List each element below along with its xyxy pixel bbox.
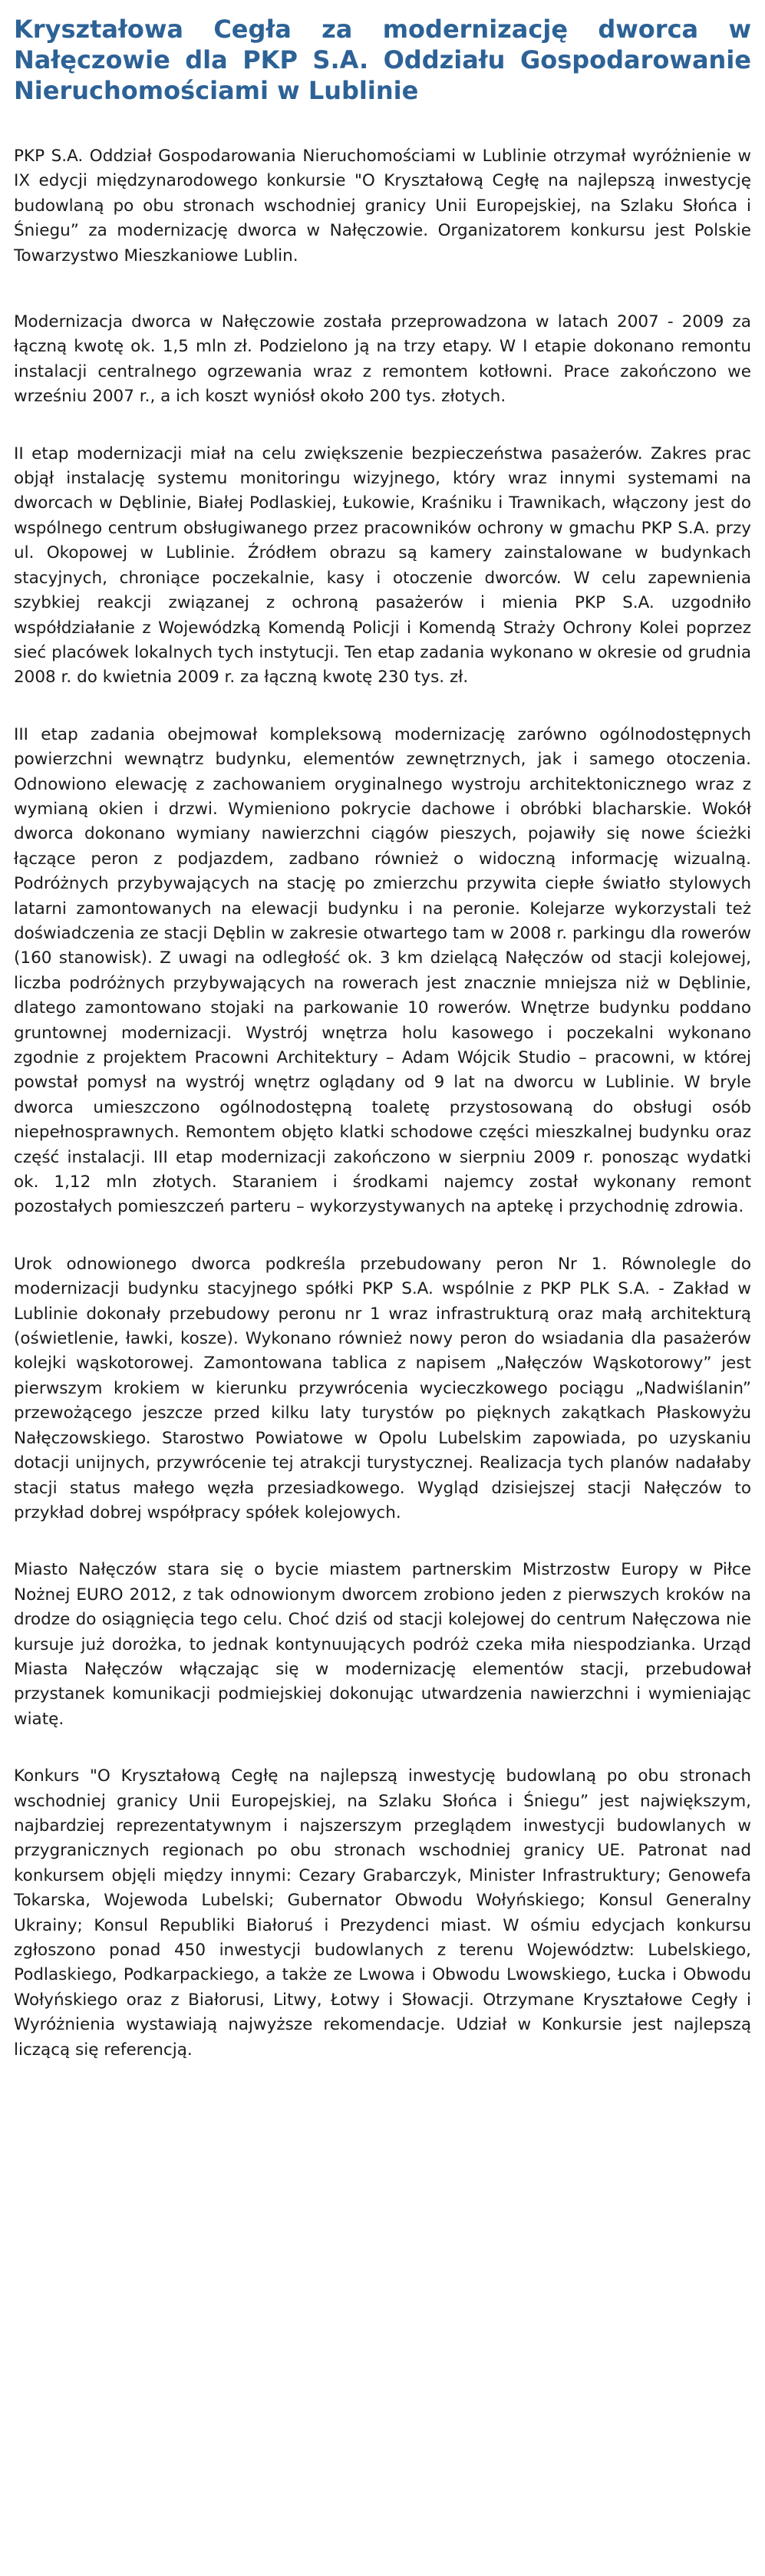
paragraph-stage-two: II etap modernizacji miał na celu zwiększenie bezpieczeństwa pasażerów. Zakres prac objął instalację systemu monitoringu wizyjnego, który wraz innymi systemami na dworcach w Dęblinie, Białej Podlaskiej, Łukowie, Kraśniku i Trawnikach, włączony jest do wspólnego centrum obsługiwanego przez pracowników ochrony w gmachu PKP S.A. przy ul. Okopowej w Lublinie. Źródłem obrazu są kamery zainstalowane w budynkach stacyjnych, chroniące poczekalnie, kasy i otoczenie dworców. W celu zapewnienia szybkiej reakcji związanej z ochroną pasażerów i mienia PKP S.A. uzgodniło współdziałanie z Wojewódzką Komendą Policji i Komendą Straży Ochrony Kolei poprzez sieć placówek lokalnych tych instytucji. Ten etap zadania wykonano w okresie od grudnia 2008 r. do kwietnia 2009 r. za łączną kwotę 230 tys. zł. [14,444,751,688]
paragraph-stage-one: Modernizacja dworca w Nałęczowie została przeprowadzona w latach 2007 - 2009 za łączną kwotę ok. 1,5 mln zł. Podzielono ją na trzy etapy. W I etapie dokonano remontu instalacji centralnego ogrzewania wraz z remontem kotłowni. Prace zakończono we wrześniu 2007 r., a ich koszt wyniósł około 200 tys. złotych. [14,312,751,407]
paragraph-award: PKP S.A. Oddział Gospodarowania Nieruchomościami w Lublinie otrzymał wyróżnienie w IX edycji międzynarodowego konkursie "O Kryształową Cegłę na najlepszą inwestycję budowlaną po obu stronach wschodniej granicy Unii Europejskiej, na Szlaku Słońca i Śniegu” za modernizację dworca w Nałęczowie. Organizatorem konkursu jest Polskie Towarzystwo Mieszkaniowe Lublin. [14,147,751,266]
article-title: Kryształowa Cegła za modernizację dworca w Nałęczowie dla PKP S.A. Oddziału Gospodarowanie Nieruchomościami w Lublinie [14,15,751,105]
paragraph-platform: Urok odnowionego dworca podkreśla przebudowany peron Nr 1. Równolegle do modernizacji budynku stacyjnego spółki PKP S.A. wspólnie z PKP PLK S.A. - Zakład w Lublinie dokonały przebudowy peronu nr 1 wraz infrastrukturą oraz małą architekturą (oświetlenie, ławki, kosze). Wykonano również nowy peron do wsiadania dla pasażerów kolejki wąskotorowej. Zamontowana tablica z napisem „Nałęczów Wąskotorowy” jest pierwszym krokiem w kierunku przywrócenia wycieczkowego pociągu „Nadwiślanin” przewożącego jeszcze przed kilku laty turystów po pięknych zakątkach Płaskowyżu Nałęczowskiego. Starostwo Powiatowe w Opolu Lubelskim zapowiada, po uzyskaniu dotacji unijnych, przywrócenie tej atrakcji turystycznej. Realizacja tych planów nadałaby stacji status małego węzła przesiadkowego. Wygląd dzisiejszej stacji Nałęczów to przykład dobrej współpracy spółek kolejowych. [14,1254,751,1522]
paragraph-euro-2012: Miasto Nałęczów stara się o bycie miastem partnerskim Mistrzostw Europy w Piłce Nożnej EURO 2012, z tak odnowionym dworcem zrobiono jeden z pierwszych kroków na drodze do osiągnięcia tego celu. Choć dziś od stacji kolejowej do centrum Nałęczowa nie kursuje już dorożka, to jednak kontynuujących podróż czeka miła niespodzianka. Urząd Miasta Nałęczów włączając się w modernizację elementów stacji, przebudował przystanek komunikacji podmiejskiej dokonując utwardzenia nawierzchni i wymieniając wiatę. [14,1560,751,1729]
paragraph-stage-three: III etap zadania obejmował kompleksową modernizację zarówno ogólnodostępnych powierzchni wewnątrz budynku, elementów zewnętrznych, jak i samego otoczenia. Odnowiono elewację z zachowaniem oryginalnego wystroju architektonicznego wraz z wymianą okien i drzwi. Wymieniono pokrycie dachowe i obróbki blacharskie. Wokół dworca dokonano wymiany nawierzchni ciągów pieszych, pojawiły się nowe ścieżki łączące peron z podjazdem, zadbano również o widoczną informację wizualną. Podróżnych przybywających na stację po zmierzchu przywita ciepłe światło stylowych latarni zamontowanych na elewacji budynku i na peronie. Kolejarze wykorzystali też doświadczenia ze stacji Dęblin w zakresie otwartego tam w 2008 r. parkingu dla rowerów (160 stanowisk). Z uwagi na odległość ok. 3 km dzielącą Nałęczów od stacji kolejowej, liczba podróżnych przybywających na rowerach jest znacznie mniejsza niż w Dęblinie, dlatego zamontowano stojaki na parkowanie 10 rowerów. Wnętrze budynku poddano gruntownej modernizacji. Wystrój wnętrza holu kasowego i poczekalni wykonano zgodnie z projektem Pracowni Architektury – Adam Wójcik Studio – pracowni, w której powstał pomysł na wystrój wnętrz oglądany od 9 lat na dworcu w Lublinie. W bryle dworca umieszczono ogólnodostępną toaletę przystosowaną do obsługi osób niepełnosprawnych. Remontem objęto klatki schodowe części mieszkalnej budynku oraz część instalacji. III etap modernizacji zakończono w sierpniu 2009 r. ponosząc wydatki ok. 1,12 mln złotych. Staraniem i środkami najemcy został wykonany remont pozostałych pomieszczeń parteru – wykorzystywanych na aptekę i przychodnię zdrowia. [14,724,751,1217]
paragraph-contest: Konkurs "O Kryształową Cegłę na najlepszą inwestycję budowlaną po obu stronach wschodniej granicy Unii Europejskiej, na Szlaku Słońca i Śniegu” jest największym, najbardziej reprezentatywnym i najszerszym przeglądem inwestycji budowlanych w przygranicznych regionach po obu stronach wschodniej granicy UE. Patronat nad konkursem objęli między innymi: Cezary Grabarczyk, Minister Infrastruktury; Genowefa Tokarska, Wojewoda Lubelski; Gubernator Obwodu Wołyńskiego; Konsul Generalny Ukrainy; Konsul Republiki Białoruś i Prezydenci miast. W ośmiu edycjach konkursu zgłoszono ponad 450 inwestycji budowlanych z terenu Województw: Lubelskiego, Podlaskiego, Podkarpackiego, a także ze Lwowa i Obwodu Lwowskiego, Łucka i Obwodu Wołyńskiego oraz z Białorusi, Litwy, Łotwy i Słowacji. Otrzymane Kryształowe Cegły i Wyróżnienia wystawiają najwyższe rekomendacje. Udział w Konkursie jest najlepszą liczącą się referencją. [14,1766,751,2060]
